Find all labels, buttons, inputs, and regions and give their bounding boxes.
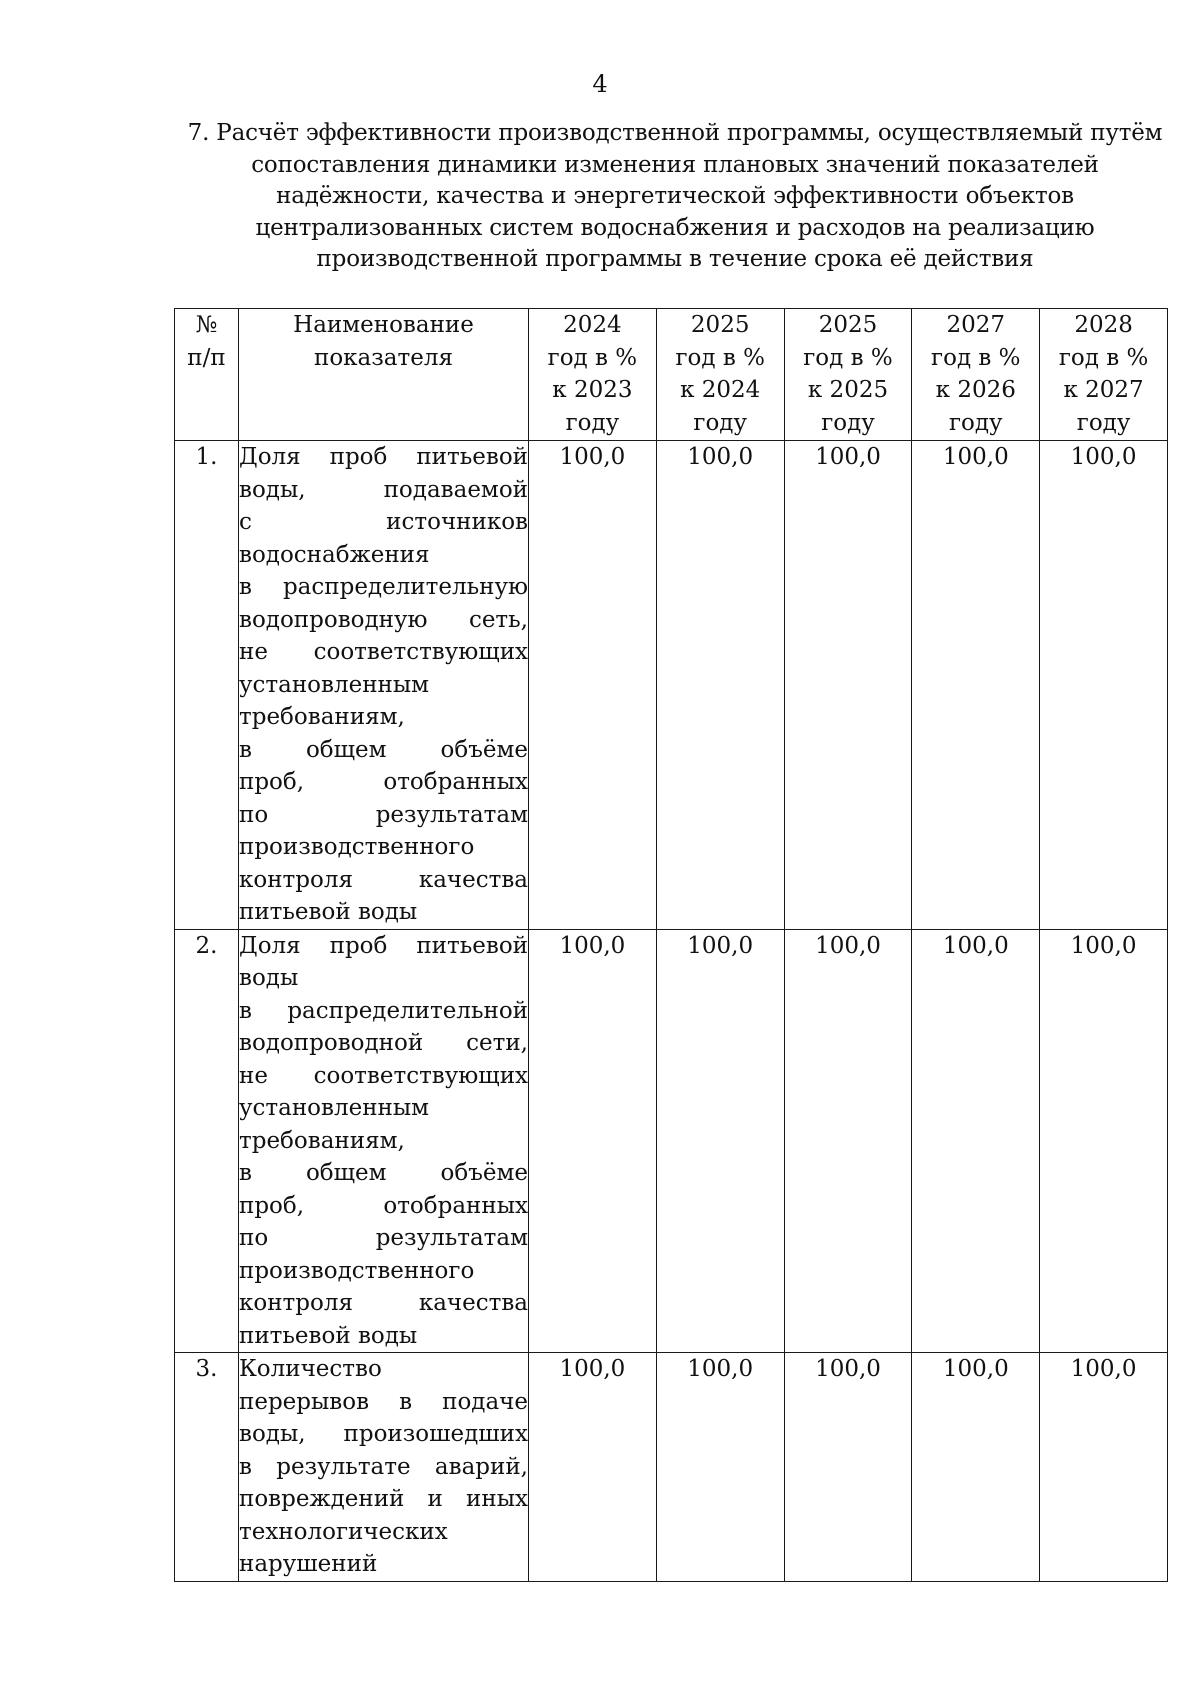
indicator-name-line: технологических: [239, 1518, 448, 1545]
header-line: п/п: [187, 344, 226, 371]
header-cell-indicator-name: [239, 309, 529, 441]
value-cell: 100,0: [529, 1353, 657, 1582]
indicator-name-line: в распределительной: [239, 997, 528, 1024]
row-number: 3.: [175, 1353, 239, 1582]
indicator-name-line: перерывов в подаче: [239, 1388, 528, 1415]
table-row: [175, 1353, 1168, 1582]
table-row: [175, 929, 1168, 1353]
section-heading: [175, 118, 1175, 276]
header-line: показателя: [314, 344, 453, 371]
row-number: 1.: [175, 441, 239, 930]
value-cell: 100,0: [1040, 1353, 1168, 1582]
header-line: 2025: [818, 312, 878, 338]
header-line: году: [693, 409, 747, 436]
indicator-name-line: Доля проб питьевой: [239, 932, 528, 959]
header-line: 2028: [1074, 312, 1133, 338]
heading-line: сопоставления динамики изменения плановых значений показателей: [251, 151, 1099, 178]
indicator-name-line: в распределительную: [239, 574, 528, 600]
header-line: год в %: [931, 344, 1021, 371]
indicator-name-line: проб, отобранных: [239, 1192, 528, 1219]
heading-line: надёжности, качества и энергетической эффективности объектов: [276, 183, 1074, 209]
value-cell: 100,0: [529, 441, 657, 930]
indicator-name-line: не соответствующих: [239, 639, 528, 665]
value-cell: 100,0: [656, 929, 784, 1353]
value-cell: 100,0: [529, 929, 657, 1353]
indicator-name-line: воды, подаваемой: [239, 476, 528, 503]
indicator-name-line: по результатам: [239, 801, 528, 828]
value-cell: 100,0: [1040, 441, 1168, 930]
indicator-name: [239, 929, 529, 1353]
indicators-table: [174, 308, 1168, 1582]
indicator-name-line: в общем объёме: [239, 1160, 528, 1186]
value-cell: 100,0: [1040, 929, 1168, 1353]
indicator-name-line: с источников: [239, 509, 528, 535]
heading-line: производственной программы в течение срока её действия: [316, 246, 1034, 272]
header-line: году: [948, 409, 1003, 436]
header-line: год в %: [675, 344, 765, 371]
indicator-name-line: воды: [239, 965, 299, 991]
indicator-name-line: требованиям,: [239, 704, 405, 730]
header-cell-year: [656, 309, 784, 441]
indicator-name-line: в результате аварий,: [239, 1453, 528, 1480]
indicator-name-line: проб, отобранных: [239, 769, 528, 795]
header-cell-year: [912, 309, 1040, 441]
value-cell: 100,0: [656, 441, 784, 930]
indicator-name-line: водоснабжения: [239, 541, 430, 568]
header-line: год в %: [547, 344, 638, 371]
header-line: год в %: [803, 344, 893, 371]
table-header-row: [175, 309, 1168, 441]
value-cell: 100,0: [912, 1353, 1040, 1582]
header-line: году: [565, 409, 620, 436]
indicator-name-line: Доля проб питьевой: [239, 444, 528, 470]
indicator-name-line: Количество: [239, 1356, 382, 1382]
header-line: 2027: [946, 312, 1006, 338]
header-line: году: [821, 409, 875, 436]
value-cell: 100,0: [784, 1353, 912, 1582]
indicator-name-line: производственного: [239, 1257, 475, 1284]
header-cell-number: [175, 309, 239, 441]
indicator-name-line: установленным: [239, 1095, 430, 1121]
value-cell: 100,0: [784, 929, 912, 1353]
indicator-name-line: повреждений и иных: [239, 1486, 528, 1512]
indicator-name-line: питьевой воды: [239, 1322, 418, 1349]
heading-line: 7. Расчёт эффективности производственной программы, осуществляемый путём: [187, 120, 1163, 146]
header-cell-year: [1040, 309, 1168, 441]
header-line: 2025: [690, 312, 750, 338]
header-line: 2024: [563, 312, 622, 338]
header-line: году: [1076, 409, 1131, 436]
indicator-name-line: не соответствующих: [239, 1062, 528, 1089]
indicator-name-line: требованиям,: [239, 1127, 405, 1154]
indicator-name-line: водопроводную сеть,: [239, 606, 528, 633]
indicator-name-line: нарушений: [239, 1551, 378, 1577]
header-line: №: [195, 312, 218, 338]
indicator-name-line: контроля качества: [239, 866, 528, 893]
heading-line: централизованных систем водоснабжения и расходов на реализацию: [255, 214, 1095, 241]
table-row: [175, 441, 1168, 930]
header-line: к 2026: [935, 377, 1016, 403]
value-cell: 100,0: [656, 1353, 784, 1582]
value-cell: 100,0: [912, 441, 1040, 930]
header-line: к 2027: [1063, 377, 1144, 403]
indicator-name: [239, 441, 529, 930]
indicator-name-line: контроля качества: [239, 1290, 528, 1316]
header-line: к 2023: [552, 377, 633, 403]
header-line: год в %: [1058, 344, 1149, 371]
value-cell: 100,0: [784, 441, 912, 930]
value-cell: 100,0: [912, 929, 1040, 1353]
header-cell-year: [529, 309, 657, 441]
header-cell-year: [784, 309, 912, 441]
row-number: 2.: [175, 929, 239, 1353]
indicator-name: [239, 1353, 529, 1582]
indicator-name-line: по результатам: [239, 1225, 528, 1251]
indicator-name-line: питьевой воды: [239, 899, 418, 925]
header-line: к 2024: [680, 377, 761, 403]
page-number: 4: [592, 70, 608, 98]
indicator-name-line: установленным: [239, 671, 430, 698]
header-line: Наименование: [293, 312, 474, 338]
header-line: к 2025: [807, 377, 889, 403]
indicator-name-line: в общем объёме: [239, 736, 528, 763]
indicator-name-line: водопроводной сети,: [239, 1030, 528, 1056]
indicator-name-line: воды, произошедших: [239, 1421, 528, 1447]
indicator-name-line: производственного: [239, 834, 475, 860]
